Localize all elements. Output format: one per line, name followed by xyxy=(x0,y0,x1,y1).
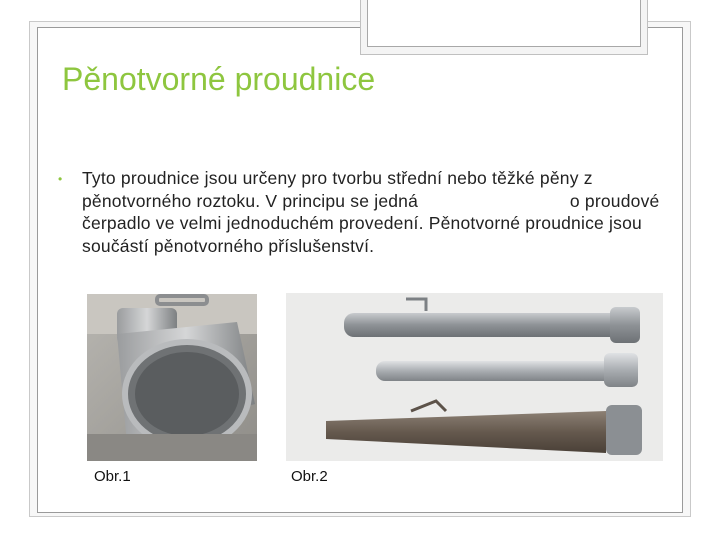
foam-branch-pipes-photo xyxy=(286,293,663,461)
bullet-marker: • xyxy=(58,172,63,186)
figure-caption-2: Obr.2 xyxy=(291,468,328,485)
top-decor-tab-inner xyxy=(367,0,641,47)
foam-nozzle-photo xyxy=(87,294,257,461)
figure-caption-1: Obr.1 xyxy=(94,468,131,485)
slide-title: Pěnotvorné proudnice xyxy=(62,61,376,97)
bullet-text: Tyto proudnice jsou určeny pro tvorbu střední nebo těžké pěny z pěnotvorného roztoku. V principu se jedná o proudové čerpadlo ve velmi jednoduchém provedení. Pěnotvorné proudnice jsou součástí pěnotvorného příslušenství. xyxy=(82,168,665,256)
